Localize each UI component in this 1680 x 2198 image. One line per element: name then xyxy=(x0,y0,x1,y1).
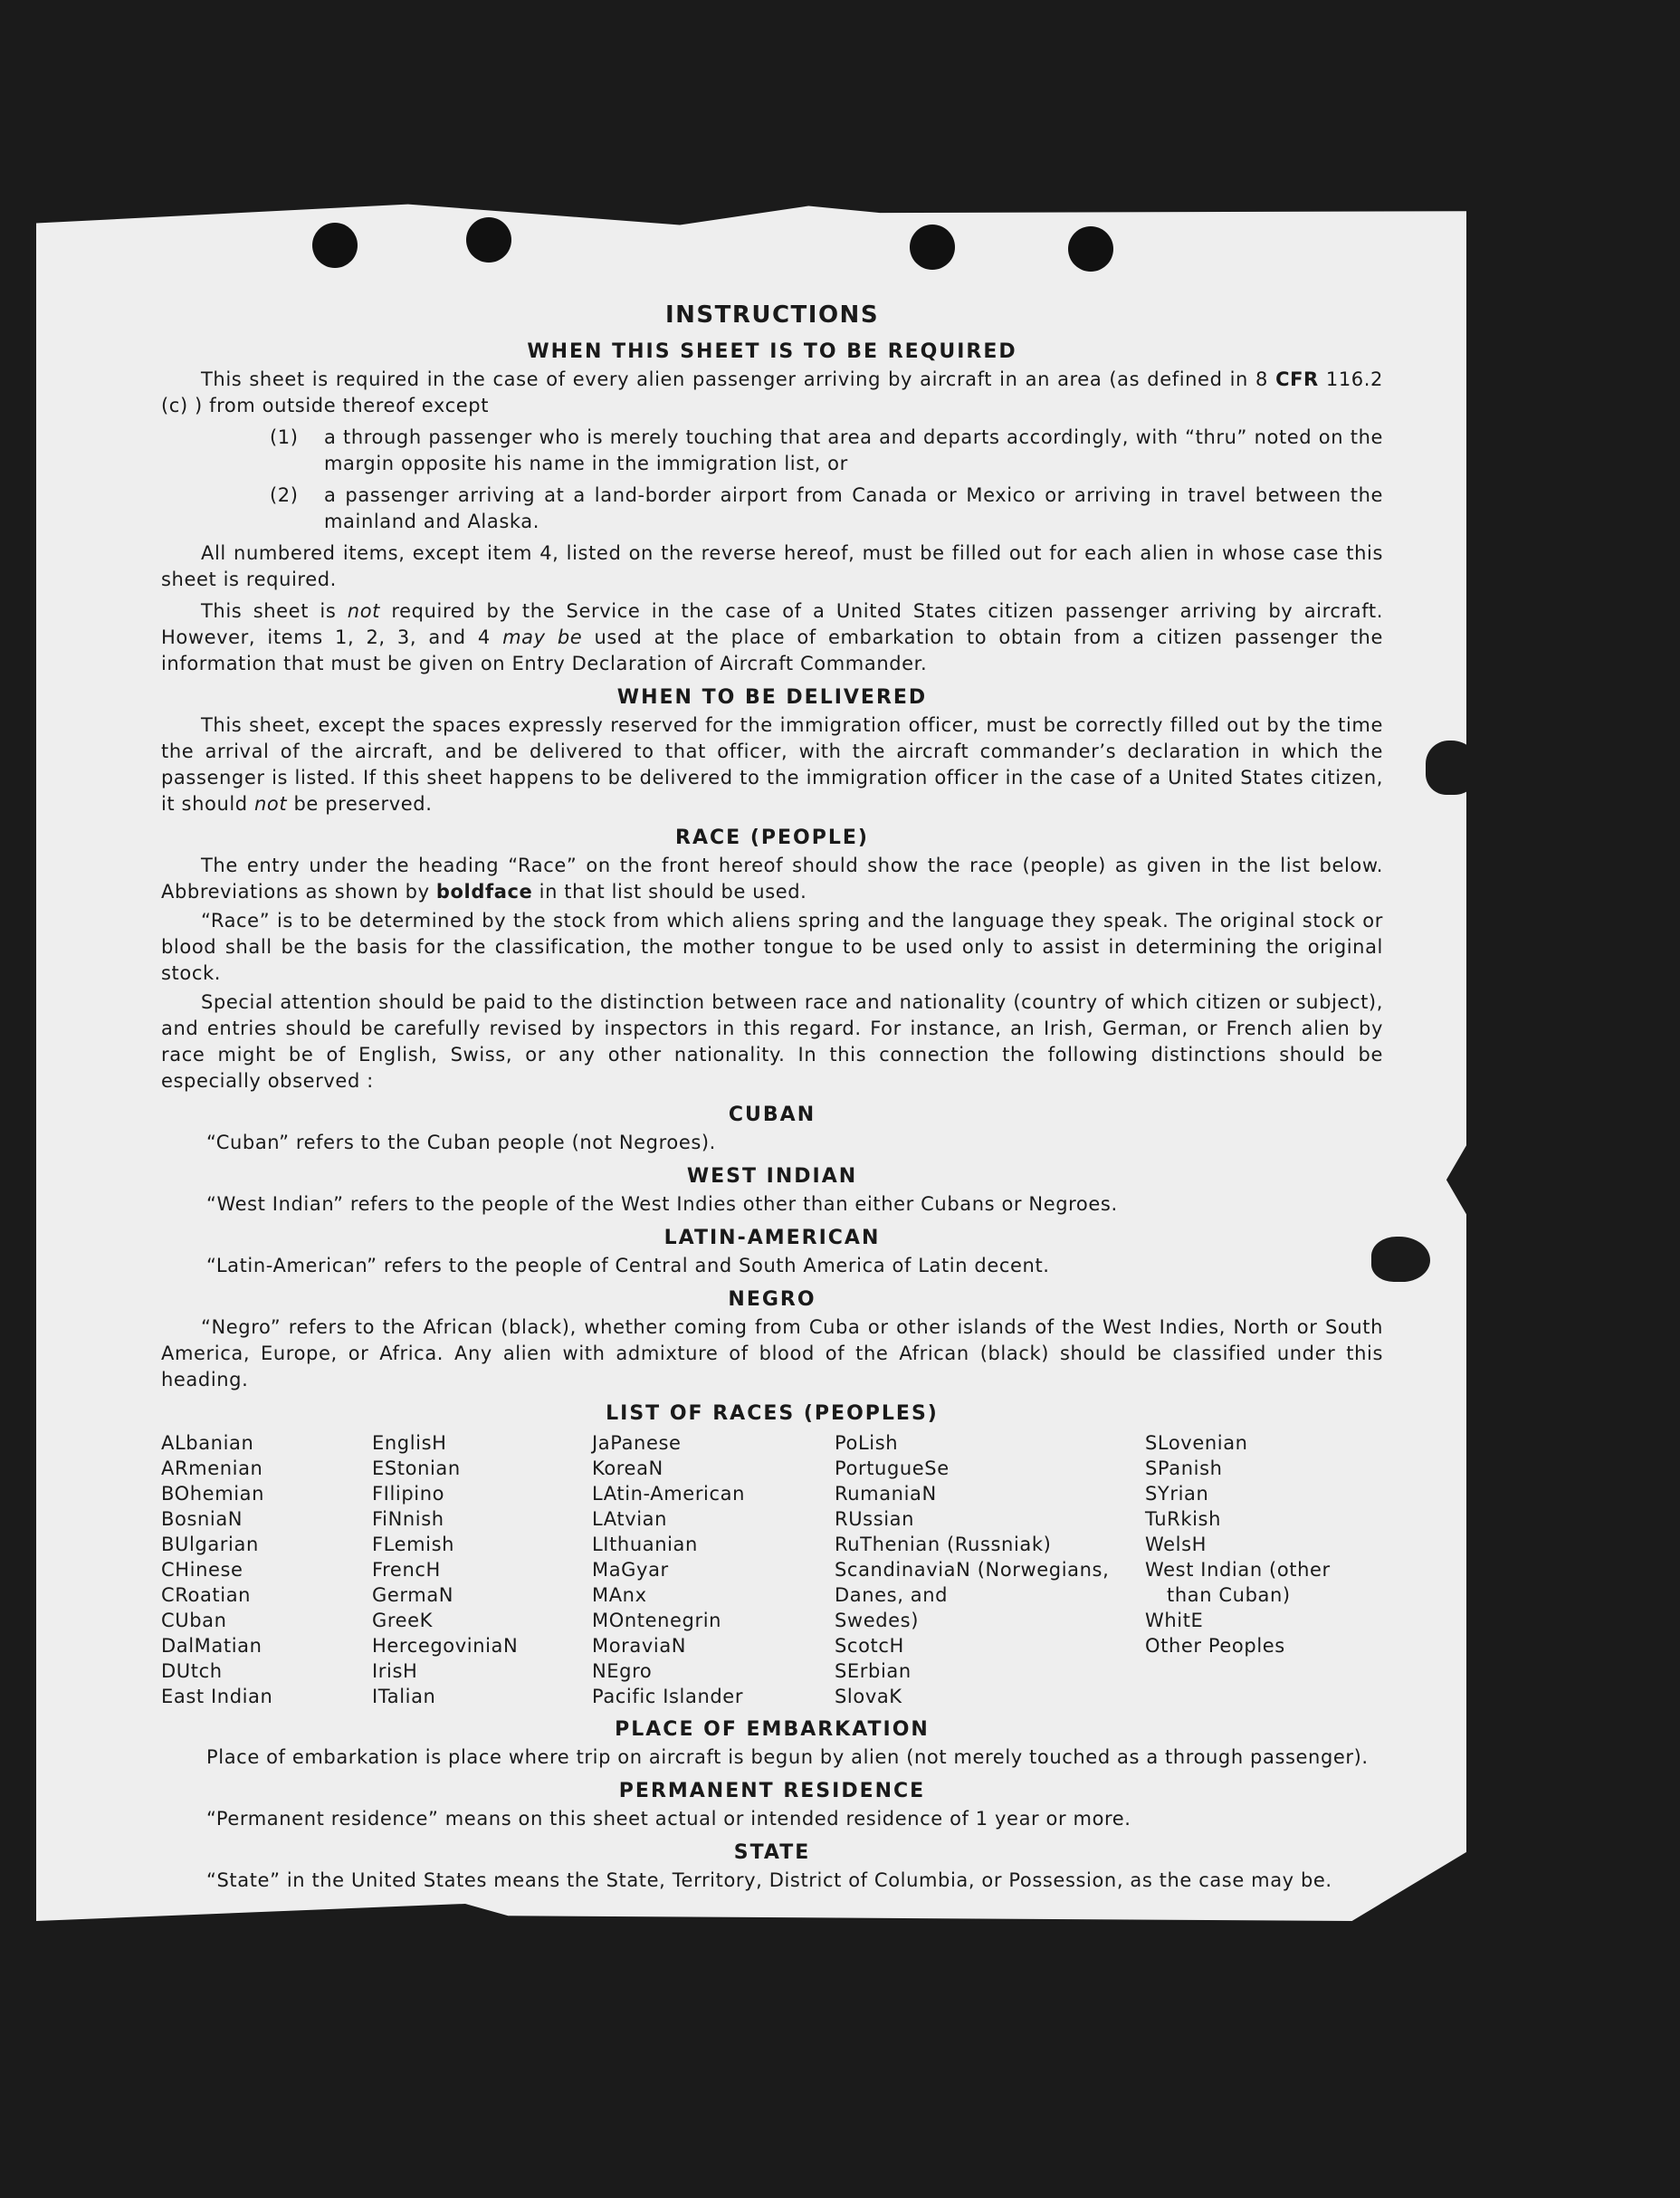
race-entry: CUban xyxy=(161,1610,227,1631)
race-entry: CRoatian xyxy=(161,1584,252,1606)
race-paragraph-3: Special attention should be paid to the distinction between race and nationality (country of which citizen or subject), and entries should be carefully revised by inspectors in this regard. For instance, an Irish, German, or French alien by race might be of English, Swiss, or any other nationality. In this connection the following distinctions should be especially observed : xyxy=(161,991,1383,1092)
race-entry: NEgro xyxy=(592,1660,653,1682)
race-entry: EStonian xyxy=(372,1457,461,1479)
race-entry: than Cuban) xyxy=(1167,1584,1291,1606)
residence-text: “Permanent residence” means on this sheet actual or intended residence of 1 year or more. xyxy=(206,1808,1131,1830)
race-entry: DalMatian xyxy=(161,1635,262,1657)
section-heading-latin-american: LATIN-AMERICAN xyxy=(663,1227,881,1249)
race-entry: GreeK xyxy=(372,1610,434,1631)
race-column xyxy=(372,1430,592,1709)
race-entry: PoLish xyxy=(835,1432,899,1454)
page-title: INSTRUCTIONS xyxy=(664,301,880,329)
west-indian-text: “West Indian” refers to the people of the West Indies other than either Cubans or Negroes. xyxy=(206,1193,1118,1215)
race-entry: SPanish xyxy=(1145,1457,1223,1479)
section-heading-negro: NEGRO xyxy=(728,1288,816,1311)
race-entry: MoraviaN xyxy=(592,1635,687,1657)
section-heading-embarkation: PLACE OF EMBARKATION xyxy=(615,1718,930,1741)
required-paragraph-3: This sheet is not required by the Service in the case of a United States citizen passenger arriving by aircraft. However, items 1, 2, 3, and 4 may be used at the place of embarkation to obtain from a citizen passenger the information that must be given on Entry Declaration of Aircraft Commander. xyxy=(161,600,1383,674)
race-entry: BUlgarian xyxy=(161,1534,259,1555)
race-entry: Swedes) xyxy=(835,1610,920,1631)
race-entry: JaPanese xyxy=(592,1432,682,1454)
paper-tear xyxy=(1426,741,1480,795)
punch-hole xyxy=(1068,226,1113,272)
section-heading-delivered: WHEN TO BE DELIVERED xyxy=(616,686,928,709)
race-entry: BOhemian xyxy=(161,1483,265,1505)
race-column xyxy=(161,1430,372,1709)
race-entry: DUtch xyxy=(161,1660,223,1682)
race-entry: ScotcH xyxy=(835,1635,904,1657)
race-entry: Pacific Islander xyxy=(592,1686,744,1707)
race-column xyxy=(835,1430,1145,1709)
race-entry: SLovenian xyxy=(1145,1432,1248,1454)
section-heading-state: STATE xyxy=(733,1841,811,1864)
race-entry: GermaN xyxy=(372,1584,454,1606)
state-text: “State” in the United States means the State, Territory, District of Columbia, or Possession, as the case may be. xyxy=(206,1869,1332,1891)
race-entry: FiNnish xyxy=(372,1508,444,1530)
race-entry: SErbian xyxy=(835,1660,912,1682)
race-column xyxy=(1145,1430,1383,1709)
race-entry: RuThenian (Russniak) xyxy=(835,1534,1052,1555)
race-entry: ARmenian xyxy=(161,1457,263,1479)
race-entry: RumaniaN xyxy=(835,1483,937,1505)
race-entry: SlovaK xyxy=(835,1686,902,1707)
punch-hole xyxy=(312,223,358,268)
race-entry: BosniaN xyxy=(161,1508,243,1530)
race-entry: WhitE xyxy=(1145,1610,1204,1631)
race-entry: CHinese xyxy=(161,1559,243,1581)
race-entry: KoreaN xyxy=(592,1457,663,1479)
negro-text: “Negro” refers to the African (black), whether coming from Cuba or other islands of the West Indies, North or South America, Europe, or Africa. Any alien with admixture of blood of the African (black) should be classified under this heading. xyxy=(161,1316,1383,1390)
race-paragraph-2: “Race” is to be determined by the stock from which aliens spring and the language they speak. The original stock or blood shall be the basis for the classification, the mother tongue to be used only to assist in determining the original stock. xyxy=(161,910,1383,984)
race-entry: EnglisH xyxy=(372,1432,447,1454)
exception-item: (1) a through passenger who is merely touching that area and departs accordingly, with “thru” noted on the margin opposite his name in the immigration list, or xyxy=(270,426,1383,474)
latin-american-text: “Latin-American” refers to the people of Central and South America of Latin decent. xyxy=(206,1255,1050,1276)
race-entry: FIlipino xyxy=(372,1483,445,1505)
section-heading-required: WHEN THIS SHEET IS TO BE REQUIRED xyxy=(527,340,1017,363)
race-entry: IrisH xyxy=(372,1660,418,1682)
race-entry: FrencH xyxy=(372,1559,441,1581)
race-entry: RUssian xyxy=(835,1508,915,1530)
race-entry: ScandinaviaN (Norwegians, xyxy=(835,1559,1110,1581)
race-entry: LAtvian xyxy=(592,1508,668,1530)
race-entry: MaGyar xyxy=(592,1559,669,1581)
section-heading-west-indian: WEST INDIAN xyxy=(686,1165,858,1188)
race-entry: ALbanian xyxy=(161,1432,254,1454)
race-entry: MAnx xyxy=(592,1584,647,1606)
race-entry: LAtin-American xyxy=(592,1483,746,1505)
race-entry: HercegoviniaN xyxy=(372,1635,519,1657)
race-entry: WelsH xyxy=(1145,1534,1208,1555)
races-list xyxy=(161,1430,1383,1709)
required-intro: This sheet is required in the case of every alien passenger arriving by aircraft in an area (as defined in 8 CFR 116.2 (c) ) from outside thereof except xyxy=(161,368,1383,416)
section-heading-races-list: LIST OF RACES (PEOPLES) xyxy=(606,1402,939,1425)
race-entry: Other Peoples xyxy=(1145,1635,1285,1657)
section-heading-residence: PERMANENT RESIDENCE xyxy=(618,1780,926,1802)
race-entry: West Indian (other xyxy=(1145,1559,1331,1581)
section-heading-race: RACE (PEOPLE) xyxy=(675,827,869,849)
race-paragraph-1: The entry under the heading “Race” on the front hereof should show the race (people) as given in the list below. Abbreviations as shown by boldface in that list should be used. xyxy=(161,855,1383,903)
delivered-paragraph: This sheet, except the spaces expressly reserved for the immigration officer, must be correctly filled out by the time the arrival of the aircraft, and be delivered to that officer, with the aircraft commander’s declaration in which the passenger is listed. If this sheet happens to be delivered to the immigration officer in the case of a United States citizen, it should not be preserved. xyxy=(161,714,1383,815)
race-entry: PortugueSe xyxy=(835,1457,950,1479)
race-entry: MOntenegrin xyxy=(592,1610,722,1631)
cuban-text: “Cuban” refers to the Cuban people (not Negroes). xyxy=(206,1132,716,1153)
race-entry: TuRkish xyxy=(1145,1508,1221,1530)
race-entry: ITalian xyxy=(372,1686,436,1707)
race-entry: East Indian xyxy=(161,1686,273,1707)
punch-hole xyxy=(466,217,511,263)
race-column xyxy=(592,1430,835,1709)
exception-item: (2) a passenger arriving at a land-border airport from Canada or Mexico or arriving in travel between the mainland and Alaska. xyxy=(270,484,1383,532)
punch-hole xyxy=(910,225,955,270)
race-entry: FLemish xyxy=(372,1534,455,1555)
race-entry: LIthuanian xyxy=(592,1534,698,1555)
race-entry: SYrian xyxy=(1145,1483,1209,1505)
section-heading-cuban: CUBAN xyxy=(728,1104,816,1126)
required-paragraph-2: All numbered items, except item 4, listed on the reverse hereof, must be filled out for each alien in whose case this sheet is required. xyxy=(161,542,1383,590)
instructions-content xyxy=(161,299,1383,1894)
embarkation-text: Place of embarkation is place where trip on aircraft is begun by alien (not merely touched as a through passenger). xyxy=(206,1746,1369,1768)
race-entry: Danes, and xyxy=(835,1584,949,1606)
